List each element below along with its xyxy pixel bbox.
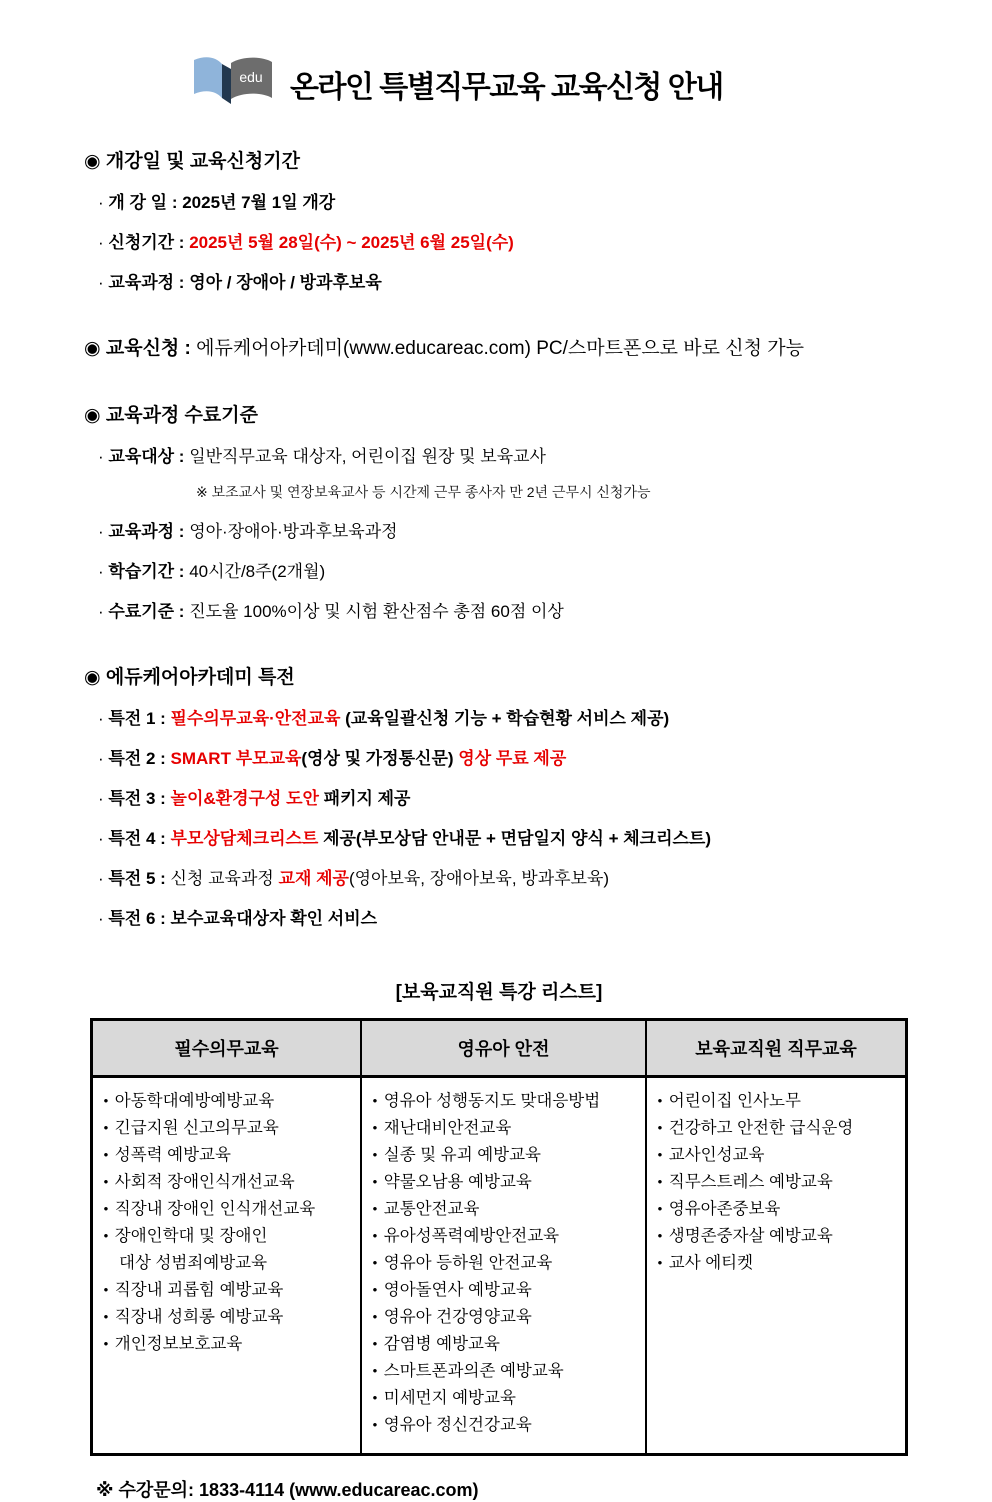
bullet-icon: • [103, 1228, 109, 1244]
list-item: • 교사 에티켓 [657, 1250, 901, 1277]
bullet-icon: • [657, 1201, 663, 1217]
list-item: 대상 성범죄예방교육 [119, 1254, 268, 1272]
bullet-icon: • [103, 1201, 109, 1217]
list-item: • 직무스트레스 예방교육 [657, 1169, 901, 1196]
list-item: • 건강하고 안전한 급식운영 [657, 1115, 901, 1142]
bullet-icon: • [372, 1255, 378, 1271]
section-heading-benefits: ◉ 에듀케어아카데미 특전 [84, 667, 295, 688]
lecture-table-block [90, 977, 908, 1456]
column-jobtraining-list [647, 1078, 905, 1453]
list-item: • 직장내 괴롭힘 예방교육 [103, 1277, 356, 1304]
item-benefit-6: · 특전 6 : 보수교육대상자 확인 서비스 [98, 909, 378, 928]
bullet-icon: • [103, 1336, 109, 1352]
list-item: • 영유아 건강영양교육 [372, 1304, 641, 1331]
list-item: • 영유아 성행동지도 맞대응방법 [372, 1088, 641, 1115]
list-item: • 교사인성교육 [657, 1142, 901, 1169]
list-item: • 영유아 정신건강교육 [372, 1412, 641, 1439]
item-benefit-2: · 특전 2 : SMART 부모교육(영상 및 가정통신문) 영상 무료 제공 [98, 749, 567, 768]
bullet-icon: • [103, 1174, 109, 1190]
item-criteria: · 수료기준 : 진도율 100%이상 및 시험 환산점수 총점 60점 이상 [98, 602, 564, 621]
list-item: • 개인정보보호교육 [103, 1331, 356, 1358]
section-heading-completion: ◉ 교육과정 수료기준 [84, 405, 258, 426]
list-item: • 감염병 예방교육 [372, 1331, 641, 1358]
section-heading-apply: ◉ 교육신청 : 에듀케어아카데미(www.educareac.com) PC/스마트폰으로 바로 신청 가능 [84, 338, 804, 359]
item-duration: · 학습기간 : 40시간/8주(2개월) [98, 562, 326, 581]
list-item: • 성폭력 예방교육 [103, 1142, 356, 1169]
list-item: • 영아돌연사 예방교육 [372, 1277, 641, 1304]
table-header-row [93, 1021, 905, 1078]
item-target: · 교육대상 : 일반직무교육 대상자, 어린이집 원장 및 보육교사 [98, 447, 546, 466]
bullet-icon: • [372, 1390, 378, 1406]
list-item: • 유아성폭력예방안전교육 [372, 1223, 641, 1250]
note-part-time: ※ 보조교사 및 연장보육교사 등 시간제 근무 종사자 만 2년 근무시 신청가능 [196, 484, 651, 500]
item-open-date: · 개 강 일 : 2025년 7월 1일 개강 [98, 193, 336, 212]
list-item: • 약물오남용 예방교육 [372, 1169, 641, 1196]
list-item: • 재난대비안전교육 [372, 1115, 641, 1142]
bullet-icon: • [103, 1309, 109, 1325]
column-header-safety: 영유아 안전 [362, 1021, 647, 1078]
contact-footer: ※ 수강문의: 1833-4114 (www.educareac.com) [96, 1480, 479, 1500]
bullet-icon: • [372, 1336, 378, 1352]
bullet-icon: • [657, 1147, 663, 1163]
list-item: • 미세먼지 예방교육 [372, 1385, 641, 1412]
bullet-icon: • [103, 1093, 109, 1109]
list-item: • 영유아 등하원 안전교육 [372, 1250, 641, 1277]
table-body-row [93, 1078, 905, 1453]
bullet-icon: • [103, 1147, 109, 1163]
item-apply-period: · 신청기간 : 2025년 5월 28일(수) ~ 2025년 6월 25일(수) [98, 233, 514, 252]
page-title: 온라인 특별직무교육 교육신청 안내 [290, 71, 723, 104]
bullet-icon: • [372, 1282, 378, 1298]
item-benefit-1: · 특전 1 : 필수의무교육·안전교육 (교육일괄신청 기능 + 학습현황 서비스 제공) [98, 709, 670, 728]
item-course-list: · 교육과정 : 영아 / 장애아 / 방과후보육 [98, 273, 382, 292]
bullet-icon: • [657, 1174, 663, 1190]
bullet-icon: • [372, 1228, 378, 1244]
bullet-icon: • [372, 1147, 378, 1163]
list-item: • 스마트폰과의존 예방교육 [372, 1358, 641, 1385]
list-item: • 직장내 장애인 인식개선교육 [103, 1196, 356, 1223]
bullet-icon: • [657, 1255, 663, 1271]
list-item: • 아동학대예방예방교육 [103, 1088, 356, 1115]
bullet-icon: • [372, 1417, 378, 1433]
lecture-table [90, 1018, 908, 1456]
bullet-icon: • [372, 1120, 378, 1136]
item-benefit-4: · 특전 4 : 부모상담체크리스트 제공(부모상담 안내문 + 면담일지 양식 + 체크리스트) [98, 829, 712, 848]
bullet-icon: • [103, 1120, 109, 1136]
list-item: • 교통안전교육 [372, 1196, 641, 1223]
list-item: • 장애인학대 및 장애인 [103, 1223, 356, 1250]
item-benefit-5: · 특전 5 : 신청 교육과정 교재 제공(영아보육, 장애아보육, 방과후보육) [98, 869, 610, 888]
bullet-icon: • [372, 1093, 378, 1109]
bullet-icon: • [372, 1201, 378, 1217]
item-benefit-3: · 특전 3 : 놀이&환경구성 도안 패키지 제공 [98, 789, 411, 808]
bullet-icon: • [657, 1093, 663, 1109]
list-item: • 긴급지원 신고의무교육 [103, 1115, 356, 1142]
document-header [184, 52, 936, 116]
section-heading-schedule: ◉ 개강일 및 교육신청기간 [84, 151, 300, 172]
bullet-icon: • [103, 1282, 109, 1298]
column-header-mandatory: 필수의무교육 [93, 1021, 362, 1078]
list-item: • 직장내 성희롱 예방교육 [103, 1304, 356, 1331]
item-course: · 교육과정 : 영아·장애아·방과후보육과정 [98, 522, 398, 541]
list-item: • 영유아존중보육 [657, 1196, 901, 1223]
open-book-icon [184, 52, 280, 116]
logo-edu-text: edu [239, 69, 263, 85]
table-title: [보육교직원 특강 리스트] [395, 982, 603, 1003]
list-item: • 실종 및 유괴 예방교육 [372, 1142, 641, 1169]
column-header-jobtraining: 보육교직원 직무교육 [647, 1021, 905, 1078]
list-item: • 생명존중자살 예방교육 [657, 1223, 901, 1250]
list-item: • 어린이집 인사노무 [657, 1088, 901, 1115]
bullet-icon: • [657, 1228, 663, 1244]
bullet-icon: • [372, 1174, 378, 1190]
column-safety-list [362, 1078, 647, 1453]
bullet-icon: • [657, 1120, 663, 1136]
body-text [84, 146, 936, 929]
bullet-icon: • [372, 1309, 378, 1325]
bullet-icon: • [372, 1363, 378, 1379]
column-mandatory-list [93, 1078, 362, 1453]
list-item: • 사회적 장애인식개선교육 [103, 1169, 356, 1196]
